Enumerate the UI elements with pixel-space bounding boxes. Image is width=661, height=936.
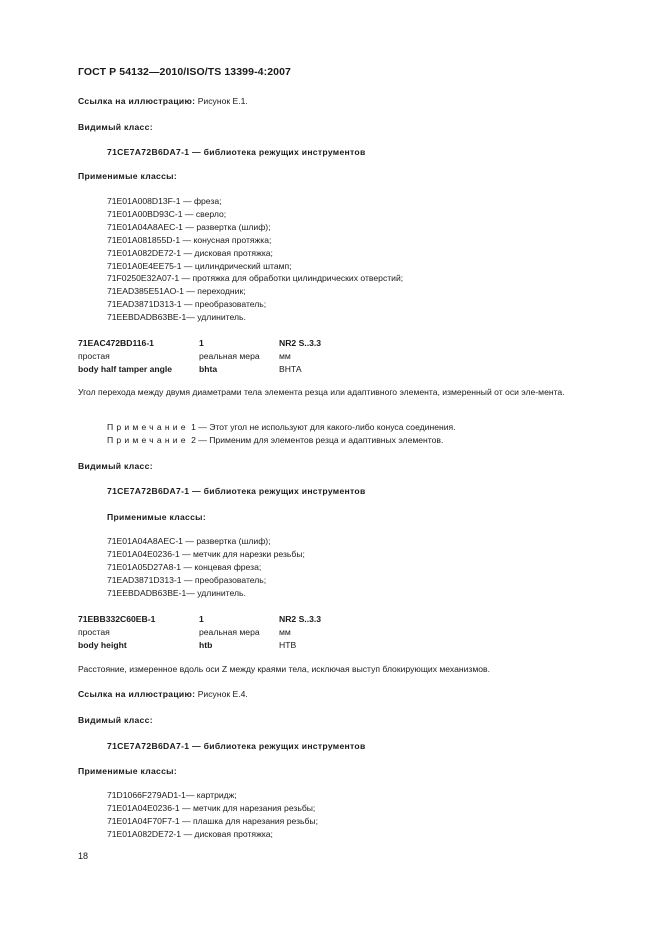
property-type: простая xyxy=(78,627,110,637)
visible-class-label: Видимый класс: xyxy=(78,461,153,471)
list-item: 71E01A0E4EE75-1 — цилиндрический штамп; xyxy=(107,261,292,271)
property-code-letters: НТВ xyxy=(279,640,297,650)
list-item: 71EEBDADB63BE-1— удлинитель. xyxy=(107,588,246,598)
list-item: 71EAD3871D313-1 — преобразователь; xyxy=(107,575,267,585)
illustration-reference xyxy=(78,95,248,107)
property-kind: реальная мера xyxy=(199,351,260,361)
page-number: 18 xyxy=(78,851,89,861)
property-name: body height xyxy=(78,640,127,650)
note-text: 1 — Этот угол не используют для какого-либо конуса соединения. xyxy=(191,422,456,432)
property-symbol: htb xyxy=(199,640,213,650)
note xyxy=(107,434,443,446)
applicable-classes-label: Применимые классы: xyxy=(78,766,177,776)
list-item: 71EAD3871D313-1 — преобразователь; xyxy=(107,299,267,309)
ref-value: Рисунок Е.4. xyxy=(197,689,248,699)
property-type: простая xyxy=(78,351,110,361)
property-definition: Угол перехода между двумя диаметрами тела элемента резца или адаптивного элемента, измеренный от оси эле-мента. xyxy=(78,387,565,397)
property-version: 1 xyxy=(199,614,204,624)
list-item: 71E01A082DE72-1 — дисковая протяжка; xyxy=(107,248,273,258)
list-item: 71E01A081855D-1 — конусная протяжка; xyxy=(107,235,272,245)
visible-class-value: 71CE7A72B6DA7-1 — библиотека режущих инструментов xyxy=(107,486,366,496)
list-item: 71E01A00BD93C-1 — сверло; xyxy=(107,209,227,219)
ref-label: Ссылка на иллюстрацию: xyxy=(78,96,196,106)
visible-class-label: Видимый класс: xyxy=(78,715,153,725)
property-definition: Расстояние, измеренное вдоль оси Z между краями тела, исключая выступ блокирующих механизмов. xyxy=(78,664,490,674)
property-format: NR2 S..3.3 xyxy=(279,614,322,624)
list-item: 71E01A04A8AEC-1 — развертка (шлиф); xyxy=(107,536,271,546)
list-item: 71E01A008D13F-1 — фреза; xyxy=(107,196,222,206)
visible-class-value: 71CE7A72B6DA7-1 — библиотека режущих инструментов xyxy=(107,147,366,157)
property-kind: реальная мера xyxy=(199,627,260,637)
note-text: 2 — Применим для элементов резца и адаптивных элементов. xyxy=(191,435,444,445)
visible-class-value: 71CE7A72B6DA7-1 — библиотека режущих инструментов xyxy=(107,741,366,751)
applicable-classes-label: Применимые классы: xyxy=(107,512,206,522)
property-symbol: bhta xyxy=(199,364,218,374)
list-item: 71EEBDADB63BE-1— удлинитель. xyxy=(107,312,246,322)
visible-class-label: Видимый класс: xyxy=(78,122,153,132)
property-code: 71EBB332C60EB-1 xyxy=(78,614,156,624)
list-item: 71F0250E32A07-1 — протяжка для обработки цилиндрических отверстий; xyxy=(107,273,404,283)
property-code-letters: ВНТА xyxy=(279,364,302,374)
list-item: 71E01A04E0236-1 — метчик для нарезки резьбы; xyxy=(107,549,305,559)
property-unit: мм xyxy=(279,627,291,637)
property-name: body half tamper angle xyxy=(78,364,173,374)
note-word: Примечание xyxy=(107,422,189,432)
list-item: 71E01A05D27A8-1 — концевая фреза; xyxy=(107,562,262,572)
ref-label: Ссылка на иллюстрацию: xyxy=(78,689,196,699)
property-code: 71EAC472BD116-1 xyxy=(78,338,154,348)
document-header: ГОСТ Р 54132—2010/ISO/TS 13399-4:2007 xyxy=(78,66,291,78)
list-item: 71E01A04F70F7-1 — плашка для нарезания резьбы; xyxy=(107,816,318,826)
illustration-reference xyxy=(78,688,248,700)
property-version: 1 xyxy=(199,338,204,348)
property-format: NR2 S..3.3 xyxy=(279,338,322,348)
note-word: Примечание xyxy=(107,435,189,445)
list-item: 71EAD385E51AO-1 — переходник; xyxy=(107,286,246,296)
list-item: 71E01A04E0236-1 — метчик для нарезания резьбы; xyxy=(107,803,316,813)
property-unit: мм xyxy=(279,351,291,361)
applicable-classes-label: Применимые классы: xyxy=(78,171,177,181)
note xyxy=(107,421,456,433)
list-item: 71E01A082DE72-1 — дисковая протяжка; xyxy=(107,829,273,839)
list-item: 71D1066F279AD1-1— картридж; xyxy=(107,790,237,800)
ref-value: Рисунок Е.1. xyxy=(197,96,248,106)
list-item: 71E01A04A8AEC-1 — развертка (шлиф); xyxy=(107,222,271,232)
